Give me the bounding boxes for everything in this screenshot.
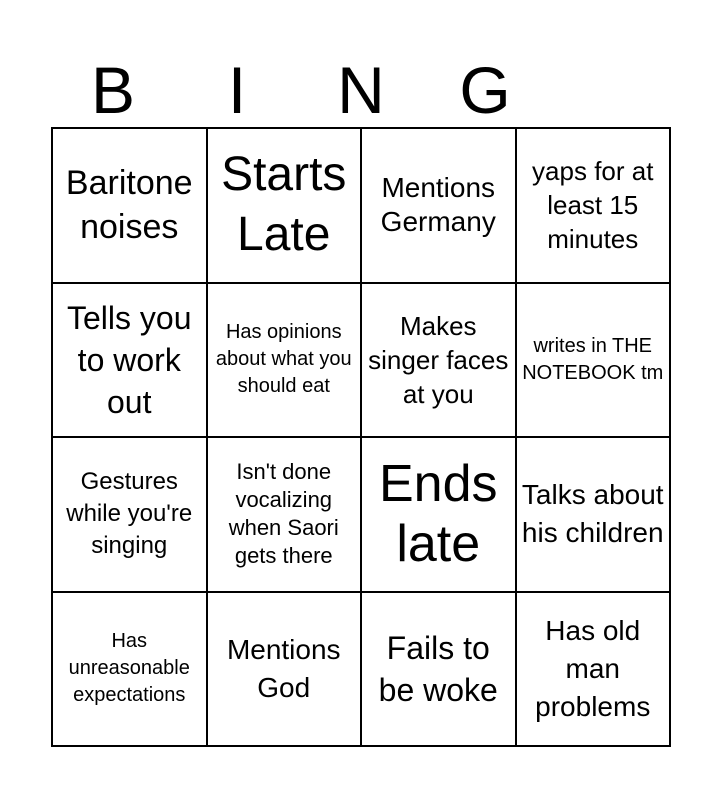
cell-text: Has unreasonable expectations	[68, 630, 190, 707]
bingo-cell[interactable]	[362, 593, 517, 748]
bingo-cell[interactable]	[362, 284, 517, 439]
cell-text: writes in THE NOTEBOOK tm	[522, 334, 664, 384]
bingo-cell[interactable]	[208, 284, 363, 439]
bingo-cell[interactable]	[53, 438, 208, 593]
bingo-cell[interactable]	[362, 129, 517, 284]
bingo-cell[interactable]	[53, 593, 208, 748]
header-letter-b: B	[90, 53, 136, 127]
cell-text: Talks about his children	[521, 479, 664, 549]
bingo-cell[interactable]	[517, 438, 672, 593]
bingo-cell[interactable]	[517, 593, 672, 748]
cell-text: Starts Late	[221, 148, 347, 262]
bingo-grid	[51, 127, 671, 747]
cell-text: Has old man problems	[535, 614, 651, 722]
bingo-cell[interactable]	[517, 284, 672, 439]
bingo-cell[interactable]	[208, 593, 363, 748]
bingo-cell[interactable]	[208, 129, 363, 284]
bingo-cell[interactable]	[362, 438, 517, 593]
bingo-cell[interactable]	[517, 129, 672, 284]
cell-text: Ends late	[378, 455, 498, 574]
header-letter-n: N	[337, 53, 385, 127]
bingo-header	[51, 52, 671, 128]
header-letter-i: I	[227, 53, 247, 127]
bingo-cell[interactable]	[53, 284, 208, 439]
cell-text: Tells you to work out	[67, 299, 192, 420]
bingo-cell[interactable]	[53, 129, 208, 284]
cell-text: Fails to be woke	[378, 629, 498, 708]
cell-text: yaps for at least 15 minutes	[532, 156, 654, 255]
cell-text: Mentions Germany	[380, 172, 496, 238]
header-letter-g: G	[459, 53, 511, 127]
cell-text: Baritone noises	[65, 164, 193, 247]
cell-text: Has opinions about what you should eat	[215, 321, 352, 398]
cell-text: Isn't done vocalizing when Saori gets there	[228, 459, 339, 569]
bingo-cell[interactable]	[208, 438, 363, 593]
cell-text: Gestures while you're singing	[66, 468, 193, 560]
cell-text: Makes singer faces at you	[368, 310, 509, 409]
cell-text: Mentions God	[226, 633, 341, 703]
